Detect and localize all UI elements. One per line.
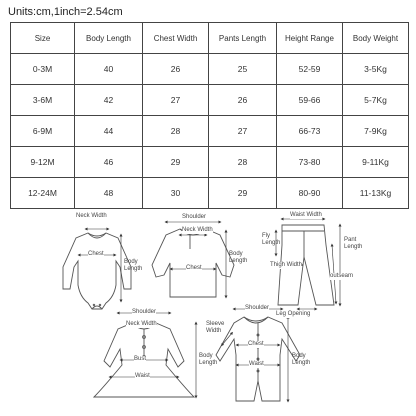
label-neck-width: Neck Width [126, 321, 157, 327]
cell-pants-length: 25 [209, 54, 277, 85]
cell-chest-width: 26 [143, 54, 209, 85]
cell-chest-width: 27 [143, 85, 209, 116]
cell-pants-length: 26 [209, 85, 277, 116]
header-body-weight: Body Weight [343, 23, 409, 54]
label-pant-length: Pant Length [344, 237, 363, 250]
label-thigh-width: Thigh Width [270, 262, 303, 268]
cell-height-range: 59-66 [277, 85, 343, 116]
cell-body-weight: 3-5Kg [343, 54, 409, 85]
label-neck-width: Neck Width [76, 213, 107, 219]
table-row [11, 54, 409, 85]
cell-body-weight: 11-13Kg [343, 178, 409, 209]
cell-body-weight: 7-9Kg [343, 116, 409, 147]
cell-body-length: 40 [75, 54, 143, 85]
header-size: Size [11, 23, 75, 54]
romper-illustration [216, 317, 300, 401]
cell-body-length: 48 [75, 178, 143, 209]
label-shoulder: Shoulder [132, 309, 157, 315]
cell-body-length: 44 [75, 116, 143, 147]
label-shoulder: Shoulder [182, 214, 207, 220]
cell-body-weight: 5-7Kg [343, 85, 409, 116]
label-body-length: Body Length [199, 353, 218, 366]
table-header-row [11, 23, 409, 54]
cell-chest-width: 28 [143, 116, 209, 147]
top-illustration [152, 229, 234, 297]
label-waist-width: Waist Width [290, 212, 322, 218]
label-neck-width: Neck Width [182, 227, 213, 233]
label-fly-length: Fly Length [262, 233, 281, 246]
cell-pants-length: 29 [209, 178, 277, 209]
header-pants-length: Pants Length [209, 23, 277, 54]
table-row [11, 147, 409, 178]
cell-height-range: 80-90 [277, 178, 343, 209]
cell-body-length: 42 [75, 85, 143, 116]
label-chest: Chest [248, 341, 264, 347]
cell-height-range: 52-59 [277, 54, 343, 85]
cell-size: 3-6M [11, 85, 75, 116]
table-row [11, 116, 409, 147]
header-body-length: Body Length [75, 23, 143, 54]
header-chest-width: Chest Width [143, 23, 209, 54]
cell-body-weight: 9-11Kg [343, 147, 409, 178]
label-body-length: Body Length [229, 251, 248, 264]
units-note: Units:cm,1inch=2.54cm [8, 6, 123, 18]
cell-size: 6-9M [11, 116, 75, 147]
cell-size: 9-12M [11, 147, 75, 178]
label-sleeve-width: Sleeve Width [206, 321, 225, 334]
label-body-length: Body Length [124, 259, 143, 272]
table-row [11, 178, 409, 209]
cell-height-range: 73-80 [277, 147, 343, 178]
label-shoulder: Shoulder [245, 305, 270, 311]
label-waist: Waist [249, 361, 264, 367]
label-body-length: Body Length [292, 353, 311, 366]
measurement-diagrams [0, 205, 416, 416]
label-waist: Waist [135, 373, 150, 379]
cell-chest-width: 29 [143, 147, 209, 178]
cell-size: 12-24M [11, 178, 75, 209]
label-leg-opening: Leg Opening [276, 311, 311, 317]
cell-pants-length: 27 [209, 116, 277, 147]
header-height-range: Height Range [277, 23, 343, 54]
cell-chest-width: 30 [143, 178, 209, 209]
table-row [11, 85, 409, 116]
cell-body-length: 46 [75, 147, 143, 178]
cell-pants-length: 28 [209, 147, 277, 178]
label-bust: Bust [134, 356, 147, 362]
label-chest: Chest [88, 251, 104, 257]
label-outseam: outseam [330, 273, 354, 279]
size-chart-table [10, 22, 409, 209]
cell-height-range: 66-73 [277, 116, 343, 147]
label-chest: Chest [186, 265, 202, 271]
cell-size: 0-3M [11, 54, 75, 85]
